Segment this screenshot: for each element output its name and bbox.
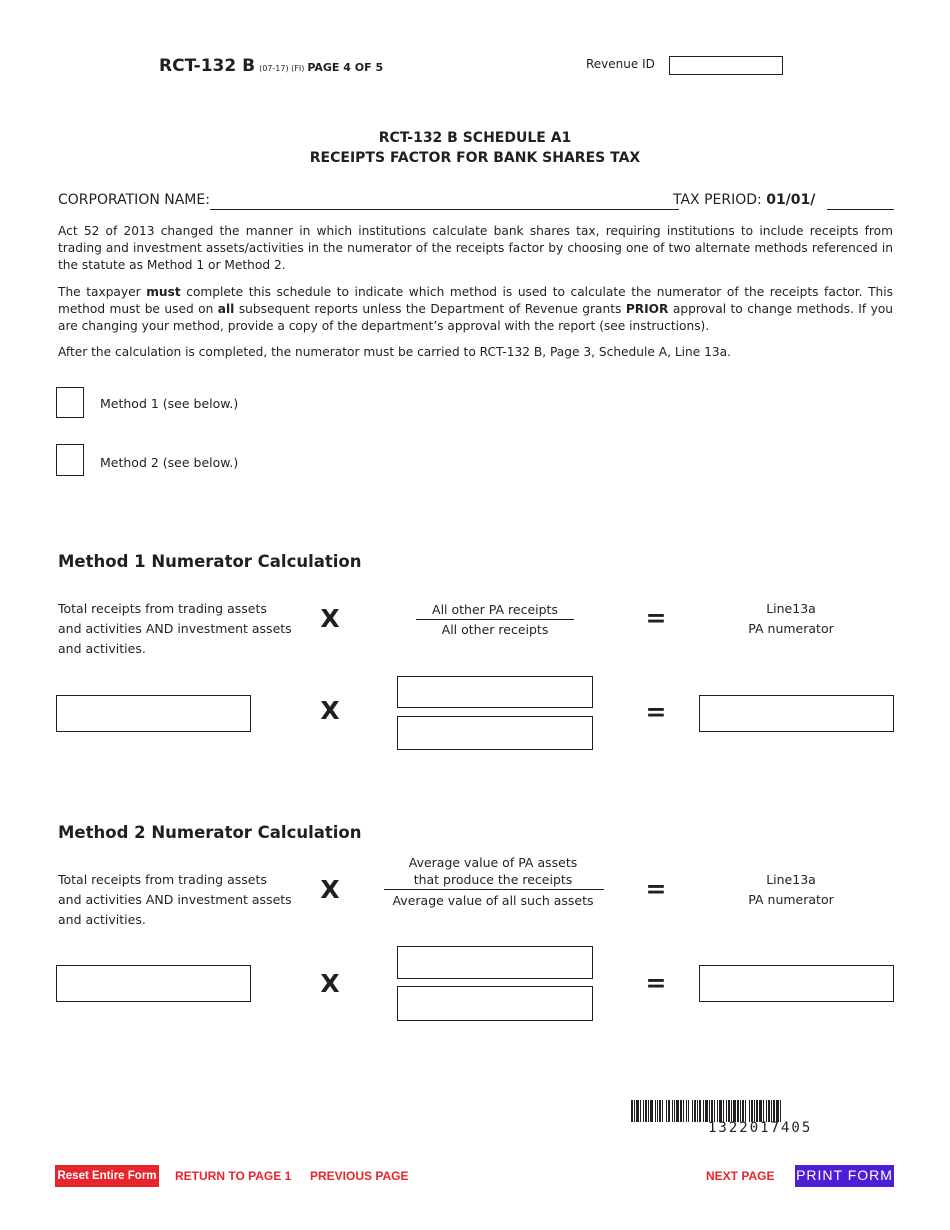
method-2-times-symbol-row: X [320,969,340,998]
method-1-times-symbol-row: X [320,696,340,725]
return-to-page-1-link[interactable]: RETURN TO PAGE 1 [175,1169,292,1183]
intro-paragraph-2: The taxpayer must complete this schedule to indicate which method is used to calculate the numerator of the receipts factor. This method must be used on all subsequent reports unless the Department of Revenue grants PRIOR approval to change methods. If you are changing your method, provide a copy of the department’s approval with the report (see instructions). [58,285,893,333]
next-page-link[interactable]: NEXT PAGE [706,1169,775,1183]
method-1-pa-numerator-input[interactable] [699,695,894,732]
revenue-id-input[interactable] [669,56,783,75]
intro-paragraph-3: After the calculation is completed, the numerator must be carried to RCT-132 B, Page 3, Schedule A, Line 13a. [58,345,731,359]
tax-period-label: TAX PERIOD: [673,192,762,208]
corporation-name-label: CORPORATION NAME: [58,192,210,208]
method-2-checkbox[interactable] [56,444,84,476]
page-label: PAGE 4 OF 5 [307,61,384,74]
tax-period-year-input[interactable] [827,209,894,210]
tax-period [673,192,815,208]
method-2-equals-symbol: = [645,874,667,903]
method-1-pa-receipts-input[interactable] [397,676,593,708]
form-identifier [159,56,383,76]
tax-period-value: 01/01/ [766,192,816,208]
method-1-numerator-label: All other PA receipts [432,602,558,617]
method-1-label: Method 1 (see below.) [100,396,239,411]
method-1-equals-symbol-row: = [645,697,667,726]
method-1-equals-symbol: = [645,603,667,632]
method-1-denominator-label: All other receipts [441,622,549,637]
method-1-other-receipts-input[interactable] [397,716,593,750]
method-2-total-receipts-input[interactable] [56,965,251,1002]
method-2-fraction-bar [384,889,604,890]
barcode-number: 1322017405 [708,1120,813,1136]
intro-paragraph-1: Act 52 of 2013 changed the manner in which institutions calculate bank shares tax, requiring institutions to include receipts from trading and investment assets/activities in the numerator of the receipts factor by choosing one of two alternate methods referenced in the statute as Method 1 or Method 2. [58,224,893,272]
method-1-total-receipts-input[interactable] [56,695,251,732]
method-2-pa-numerator-input[interactable] [699,965,894,1002]
method-1-heading: Method 1 Numerator Calculation [58,552,362,571]
method-2-all-assets-input[interactable] [397,986,593,1021]
revenue-id-label: Revenue ID [586,57,655,71]
corporation-name-input[interactable] [210,209,679,210]
schedule-title: RCT-132 B SCHEDULE A1 [378,130,572,146]
form-version: (07-17) (FI) [259,64,305,73]
method-1-checkbox[interactable] [56,387,84,418]
method-2-heading: Method 2 Numerator Calculation [58,823,362,842]
reset-form-button[interactable]: Reset Entire Form [55,1165,159,1187]
method-2-numerator-label: Average value of PA assets that produce the receipts [408,855,578,887]
method-1-times-symbol: X [320,604,340,633]
method-1-result-label: Line13a PA numerator [748,601,834,636]
method-2-times-symbol: X [320,875,340,904]
method-2-description: Total receipts from trading assets and activities AND investment assets and activities. [58,872,292,927]
print-form-button[interactable]: PRINT FORM [795,1165,894,1187]
method-2-pa-assets-input[interactable] [397,946,593,979]
method-2-denominator-label: Average value of all such assets [392,893,594,908]
previous-page-link[interactable]: PREVIOUS PAGE [310,1169,409,1183]
method-2-result-label: Line13a PA numerator [748,872,834,907]
barcode-bar [781,1100,783,1122]
method-1-fraction-bar [416,619,574,620]
schedule-subtitle: RECEIPTS FACTOR FOR BANK SHARES TAX [309,150,641,166]
form-code: RCT-132 B [159,56,256,76]
barcode [631,1100,894,1122]
method-2-label: Method 2 (see below.) [100,455,239,470]
method-2-equals-symbol-row: = [645,968,667,997]
method-1-description: Total receipts from trading assets and activities AND investment assets and activities. [58,601,292,656]
